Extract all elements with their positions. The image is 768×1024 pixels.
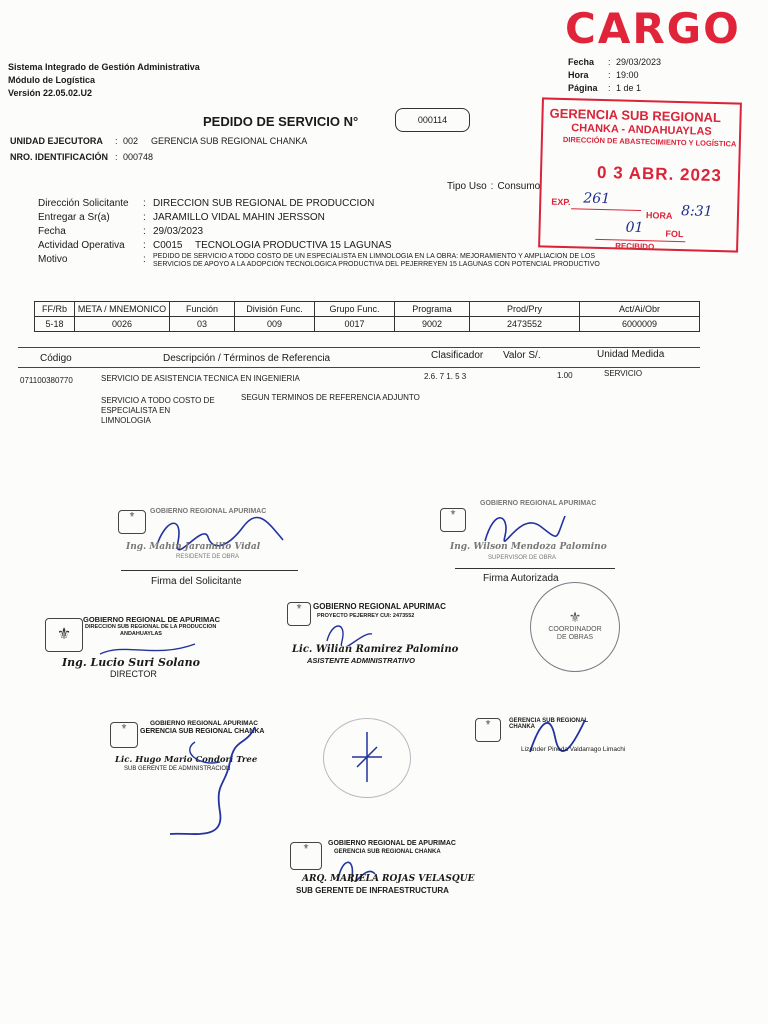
s5-name: Lic. Hugo Mario Condori Tree — [115, 755, 258, 765]
firma-autorizada-caption: Firma Autorizada — [483, 573, 559, 584]
items-header-valor: Valor S/. — [503, 350, 541, 361]
reception-stamp-date: 0 3 ABR. 2023 — [596, 162, 723, 186]
fecha-label: Fecha — [38, 226, 66, 237]
items-header-clasificador: Clasificador — [431, 350, 484, 361]
budget-table — [34, 301, 700, 332]
seal1-text: COORDINADOR DE OBRAS — [548, 626, 602, 641]
budget-value-actaiobr: 6000009 — [580, 317, 700, 332]
budget-value-meta: 0026 — [75, 317, 170, 332]
item-clasificador: 2.6. 7 1. 5 3 — [424, 372, 467, 381]
s3-city: ANDAHUAYLAS — [120, 631, 162, 637]
budget-header-meta: META / MNEMONICO — [75, 302, 170, 317]
s2-org: GOBIERNO REGIONAL APURIMAC — [480, 500, 597, 507]
budget-header-prodpry: Prod/Pry — [470, 302, 580, 317]
regional-emblem-icon: ⚜ — [290, 842, 322, 870]
actividad-label: Actividad Operativa — [38, 240, 125, 251]
items-header-unidad: Unidad Medida — [597, 349, 665, 360]
items-header-descripcion: Descripción / Términos de Referencia — [163, 353, 331, 364]
reception-stamp-exp-value: 261 — [583, 190, 611, 208]
s4-org: GOBIERNO REGIONAL APURIMAC — [313, 602, 446, 611]
regional-emblem-icon: ⚜ — [118, 510, 146, 534]
meta-fecha-value: 29/03/2023 — [616, 57, 662, 67]
meta-fecha-label: Fecha — [568, 57, 595, 67]
s1-org: GOBIERNO REGIONAL APURIMAC — [150, 508, 267, 515]
s3-sub: DIRECCION SUB REGIONAL DE LA PRODUCCION — [85, 624, 217, 630]
coordinator-seal — [530, 582, 620, 672]
budget-header-ffrb: FF/Rb — [35, 302, 75, 317]
motivo-line2: SERVICIOS DE APOYO A LA ADOPCIÓN TECNOLOGICA PRODUCTIVA DEL PEJERREYEN 15 LAGUNAS CON POTENCIAL PRODUCTIVO — [153, 261, 600, 268]
item-detalle-line3: LIMNOLOGIA — [101, 416, 151, 425]
reception-stamp-recibido: RECIBIDO — [615, 241, 655, 252]
budget-header-programa: Programa — [395, 302, 470, 317]
tipo-uso-label: Tipo Uso — [447, 181, 487, 192]
item-codigo: 071100380770 — [20, 376, 73, 385]
s5-role: SUB GERENTE DE ADMINISTRACION — [124, 766, 231, 772]
s4-role: ASISTENTE ADMINISTRATIVO — [307, 656, 415, 665]
budget-header-actaiobr: Act/Ai/Obr — [580, 302, 700, 317]
s7-org: GOBIERNO REGIONAL DE APURIMAC — [328, 840, 456, 847]
s2-name: Ing. Wilson Mendoza Palomino — [450, 542, 607, 552]
system-name: Sistema Integrado de Gestión Administrativa — [8, 62, 200, 72]
nro-identificacion-value: 000748 — [123, 152, 154, 162]
s6-name: Lizander Pineda Valdarrago Limachi — [521, 746, 626, 753]
signature-autorizada-block — [440, 500, 620, 570]
item-detalle-terminos: SEGUN TERMINOS DE REFERENCIA ADJUNTO — [241, 393, 420, 402]
item-cantidad: 1.00 — [557, 371, 573, 380]
entregar-label: Entregar a Sr(a) — [38, 212, 110, 223]
nro-identificacion-row: NRO. IDENTIFICACIÓN : 000748 — [10, 152, 154, 162]
budget-value-ffrb: 5-18 — [35, 317, 75, 332]
module-name: Módulo de Logística — [8, 75, 95, 85]
motivo-value — [153, 253, 600, 267]
items-bottom-rule — [18, 367, 700, 368]
s6-org: GERENCIA SUB REGIONAL CHANKA — [509, 718, 589, 730]
budget-value-programa: 9002 — [395, 317, 470, 332]
actividad-value: TECNOLOGIA PRODUCTIVA 15 LAGUNAS — [195, 240, 392, 251]
budget-value-division: 009 — [235, 317, 315, 332]
version: Versión 22.05.02.U2 — [8, 88, 93, 98]
fields-block: Dirección Solicitante : DIRECCION SUB REGIONAL DE PRODUCCION Entregar a Sr(a) : JARAMILLO VIDAL MAHIN JERSSON Fecha : 29/03/2023 Actividad Operativa : C0015 TECNOLOGIA PRODUCTIVA 15 LAGUNAS Motivo : PEDIDO DE SERVICIO A TODO COSTO DE UN ESPECIALISTA EN LIMNOLOGIA EN LA OBRA: MEJORAMIENTO Y AMPLIACION DE LOS SERVICIOS DE APOYO A LA ADOPCIÓN TECNOLOGICA PRODUCTIVA DEL PEJERREYEN 15 LAGUNAS CON POTENCIAL PRODUCTIVO — [38, 198, 600, 268]
budget-value-row — [35, 317, 700, 332]
s3-role: DIRECTOR — [110, 669, 157, 679]
s3-org: GOBIERNO REGIONAL DE APURIMAC — [83, 615, 221, 624]
regional-emblem-icon: ⚜ — [475, 718, 501, 742]
entregar-value: JARAMILLO VIDAL MAHIN JERSSON — [153, 212, 325, 223]
autorizada-line — [455, 568, 615, 569]
s5-org: GOBIERNO REGIONAL APURIMAC — [150, 720, 258, 727]
s7-role: SUB GERENTE DE INFRAESTRUCTURA — [296, 886, 449, 895]
reception-stamp-hora-label: HORA — [645, 210, 673, 221]
reception-stamp-folios: 01 — [625, 219, 644, 237]
s1-role: RESIDENTE DE OBRA — [176, 554, 240, 560]
budget-value-prodpry: 2473552 — [470, 317, 580, 332]
s5-signature-scribble — [160, 722, 280, 840]
motivo-label: Motivo — [38, 254, 68, 265]
budget-header-funcion: Función — [170, 302, 235, 317]
nro-identificacion-label: NRO. IDENTIFICACIÓN — [10, 152, 108, 162]
actividad-code: C0015 — [153, 240, 183, 251]
meta-block: Fecha : 29/03/2023 Hora : 19:00 Página : 1 de 1 — [568, 57, 661, 96]
s4-name: Lic. Wilian Ramirez Palomino — [292, 644, 459, 655]
s7-name: ARQ. MARIELA ROJAS VELASQUE — [302, 874, 475, 884]
regional-emblem-icon: ⚜ — [110, 722, 138, 748]
meta-pagina-label: Página — [568, 83, 598, 93]
unidad-ejecutora-name: GERENCIA SUB REGIONAL CHANKA — [151, 136, 308, 146]
reception-stamp-fol-label: FOL — [665, 228, 684, 240]
items-header-codigo: Código — [40, 353, 72, 364]
regional-emblem-icon: ⚜ — [287, 602, 311, 626]
seal-emblem-icon: ⚜ — [568, 609, 582, 625]
s4-sub: PROYECTO PEJERREY CUI: 2473552 — [317, 613, 415, 619]
page-title: PEDIDO DE SERVICIO N° — [203, 114, 359, 129]
item-descripcion: SERVICIO DE ASISTENCIA TECNICA EN INGENIERIA — [101, 374, 300, 383]
item-detalle-line2: ESPECIALISTA EN — [101, 406, 171, 415]
s7-sub: GERENCIA SUB REGIONAL CHANKA — [334, 849, 441, 855]
unidad-ejecutora-row: UNIDAD EJECUTORA : 002 GERENCIA SUB REGIONAL CHANKA — [10, 136, 308, 146]
order-number: 000114 — [395, 108, 470, 132]
item-unidad: SERVICIO — [604, 369, 643, 378]
budget-value-funcion: 03 — [170, 317, 235, 332]
meta-hora-label: Hora — [568, 70, 589, 80]
reception-stamp-hora-value: 8:31 — [680, 203, 713, 220]
motivo-line1: PEDIDO DE SERVICIO A TODO COSTO DE UN ESPECIALISTA EN LIMNOLOGIA EN LA OBRA: MEJORAMIENTO Y AMPLIACION DE LOS — [153, 253, 596, 260]
direccion-label: Dirección Solicitante — [38, 198, 129, 209]
seal-signature-scribble — [337, 727, 397, 787]
signature-solicitante-block — [118, 506, 298, 576]
item-detalle — [101, 396, 215, 426]
cargo-stamp: CARGO — [565, 4, 741, 53]
regional-shield-icon: ⚜ — [45, 618, 83, 652]
s3-name: Ing. Lucio Suri Solano — [62, 656, 200, 669]
budget-header-division: División Func. — [235, 302, 315, 317]
tipo-uso-value: Consumo — [497, 181, 541, 192]
s2-signature-scribble — [470, 506, 580, 546]
item-detalle-line1: SERVICIO A TODO COSTO DE — [101, 396, 215, 405]
meta-hora-value: 19:00 — [616, 70, 639, 80]
reception-stamp-exp-label: EXP. — [551, 196, 571, 208]
firma-solicitante-caption: Firma del Solicitante — [151, 576, 242, 587]
fecha-value: 29/03/2023 — [153, 226, 204, 237]
reception-stamp-line1: GERENCIA SUB REGIONAL — [549, 105, 722, 126]
s2-role: SUPERVISOR DE OBRA — [488, 555, 556, 561]
regional-seal — [323, 718, 411, 798]
direccion-value: DIRECCION SUB REGIONAL DE PRODUCCION — [153, 198, 375, 209]
reception-stamp-line3: DIRECCIÓN DE ABASTECIMIENTO Y LOGÍSTICA — [562, 134, 737, 149]
s5-sub: GERENCIA SUB REGIONAL CHANKA — [140, 728, 265, 735]
items-top-rule — [18, 347, 700, 348]
budget-value-grupo: 0017 — [315, 317, 395, 332]
budget-header-grupo: Grupo Func. — [315, 302, 395, 317]
budget-header-row — [35, 302, 700, 317]
s4-signature-scribble — [317, 616, 377, 646]
solicitante-line — [121, 570, 298, 571]
regional-emblem-icon: ⚜ — [440, 508, 466, 532]
unidad-ejecutora-label: UNIDAD EJECUTORA — [10, 136, 103, 146]
signature-logistica-block — [475, 712, 626, 762]
s1-name: Ing. Mahin Jaramillo Vidal — [126, 542, 261, 552]
signature-asistente-block — [287, 602, 477, 672]
tipo-uso: Tipo Uso : Consumo — [447, 181, 541, 192]
signature-director-block — [45, 612, 265, 682]
meta-pagina-value: 1 de 1 — [616, 83, 642, 93]
unidad-ejecutora-code: 002 — [123, 136, 139, 146]
signature-infraestructura-block — [290, 838, 475, 898]
reception-stamp-line2: CHANKA - ANDAHUAYLAS — [571, 122, 712, 138]
